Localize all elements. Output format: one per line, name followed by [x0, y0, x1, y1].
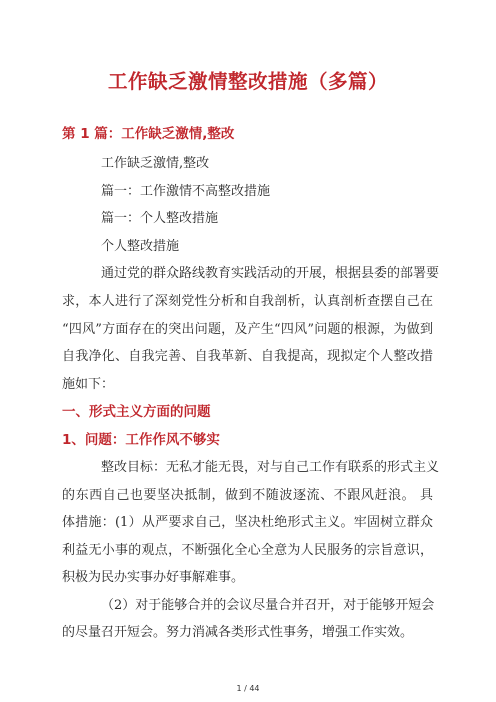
paragraph-line: 自我净化、自我完善、自我革新、自我提高，现拟定个人整改措	[62, 349, 433, 364]
paragraph-line: 的尽量召开短会。努力消减各类形式性事务，增强工作实效。	[62, 625, 414, 640]
paragraph-line: 积极为民办实事办好事解难事。	[62, 570, 245, 585]
paragraph-line: 体措施：(1）从严要求自己，坚决杜绝形式主义。牢固树立群众	[62, 515, 433, 530]
text-line: 工作缺乏激情,整改	[101, 156, 210, 171]
paragraph-line: （2）对于能够合并的会议尽量合并召开，对于能够开短会	[101, 598, 435, 613]
text-line: 个人整改措施	[101, 239, 180, 254]
paragraph-line: “四风”方面存在的突出问题，及产生“四风”问题的根源，为做到	[62, 322, 433, 337]
heading-formalism: 一、形式主义方面的问题	[62, 404, 211, 420]
paragraph-line: 施如下：	[62, 377, 115, 392]
paragraph-line: 整改目标：无私才能无畏，对与自己工作有联系的形式主义	[101, 460, 440, 475]
text-line: 篇一：个人整改措施	[101, 211, 219, 226]
paragraph-line: 求，本人进行了深刻党性分析和自我剖析，认真剖析查摆自己在	[62, 294, 433, 309]
document-title: 工作缺乏激情整改措施（多篇）	[107, 70, 388, 93]
text-line: 篇一：工作激情不高整改措施	[101, 184, 271, 199]
paragraph-line: 的东西自己也要坚决抵制，做到不随波逐流、不跟风赶浪。 具	[62, 488, 433, 503]
page-number: 1 / 44	[236, 684, 260, 693]
heading-problem: 1、问题：工作作风不够实	[62, 432, 220, 448]
section-heading: 第 1 篇：工作缺乏激情,整改	[62, 126, 235, 142]
paragraph-line: 通过党的群众路线教育实践活动的开展，根据县委的部署要	[101, 266, 440, 281]
paragraph-line: 利益无小事的观点，不断强化全心全意为人民服务的宗旨意识，	[62, 543, 433, 558]
